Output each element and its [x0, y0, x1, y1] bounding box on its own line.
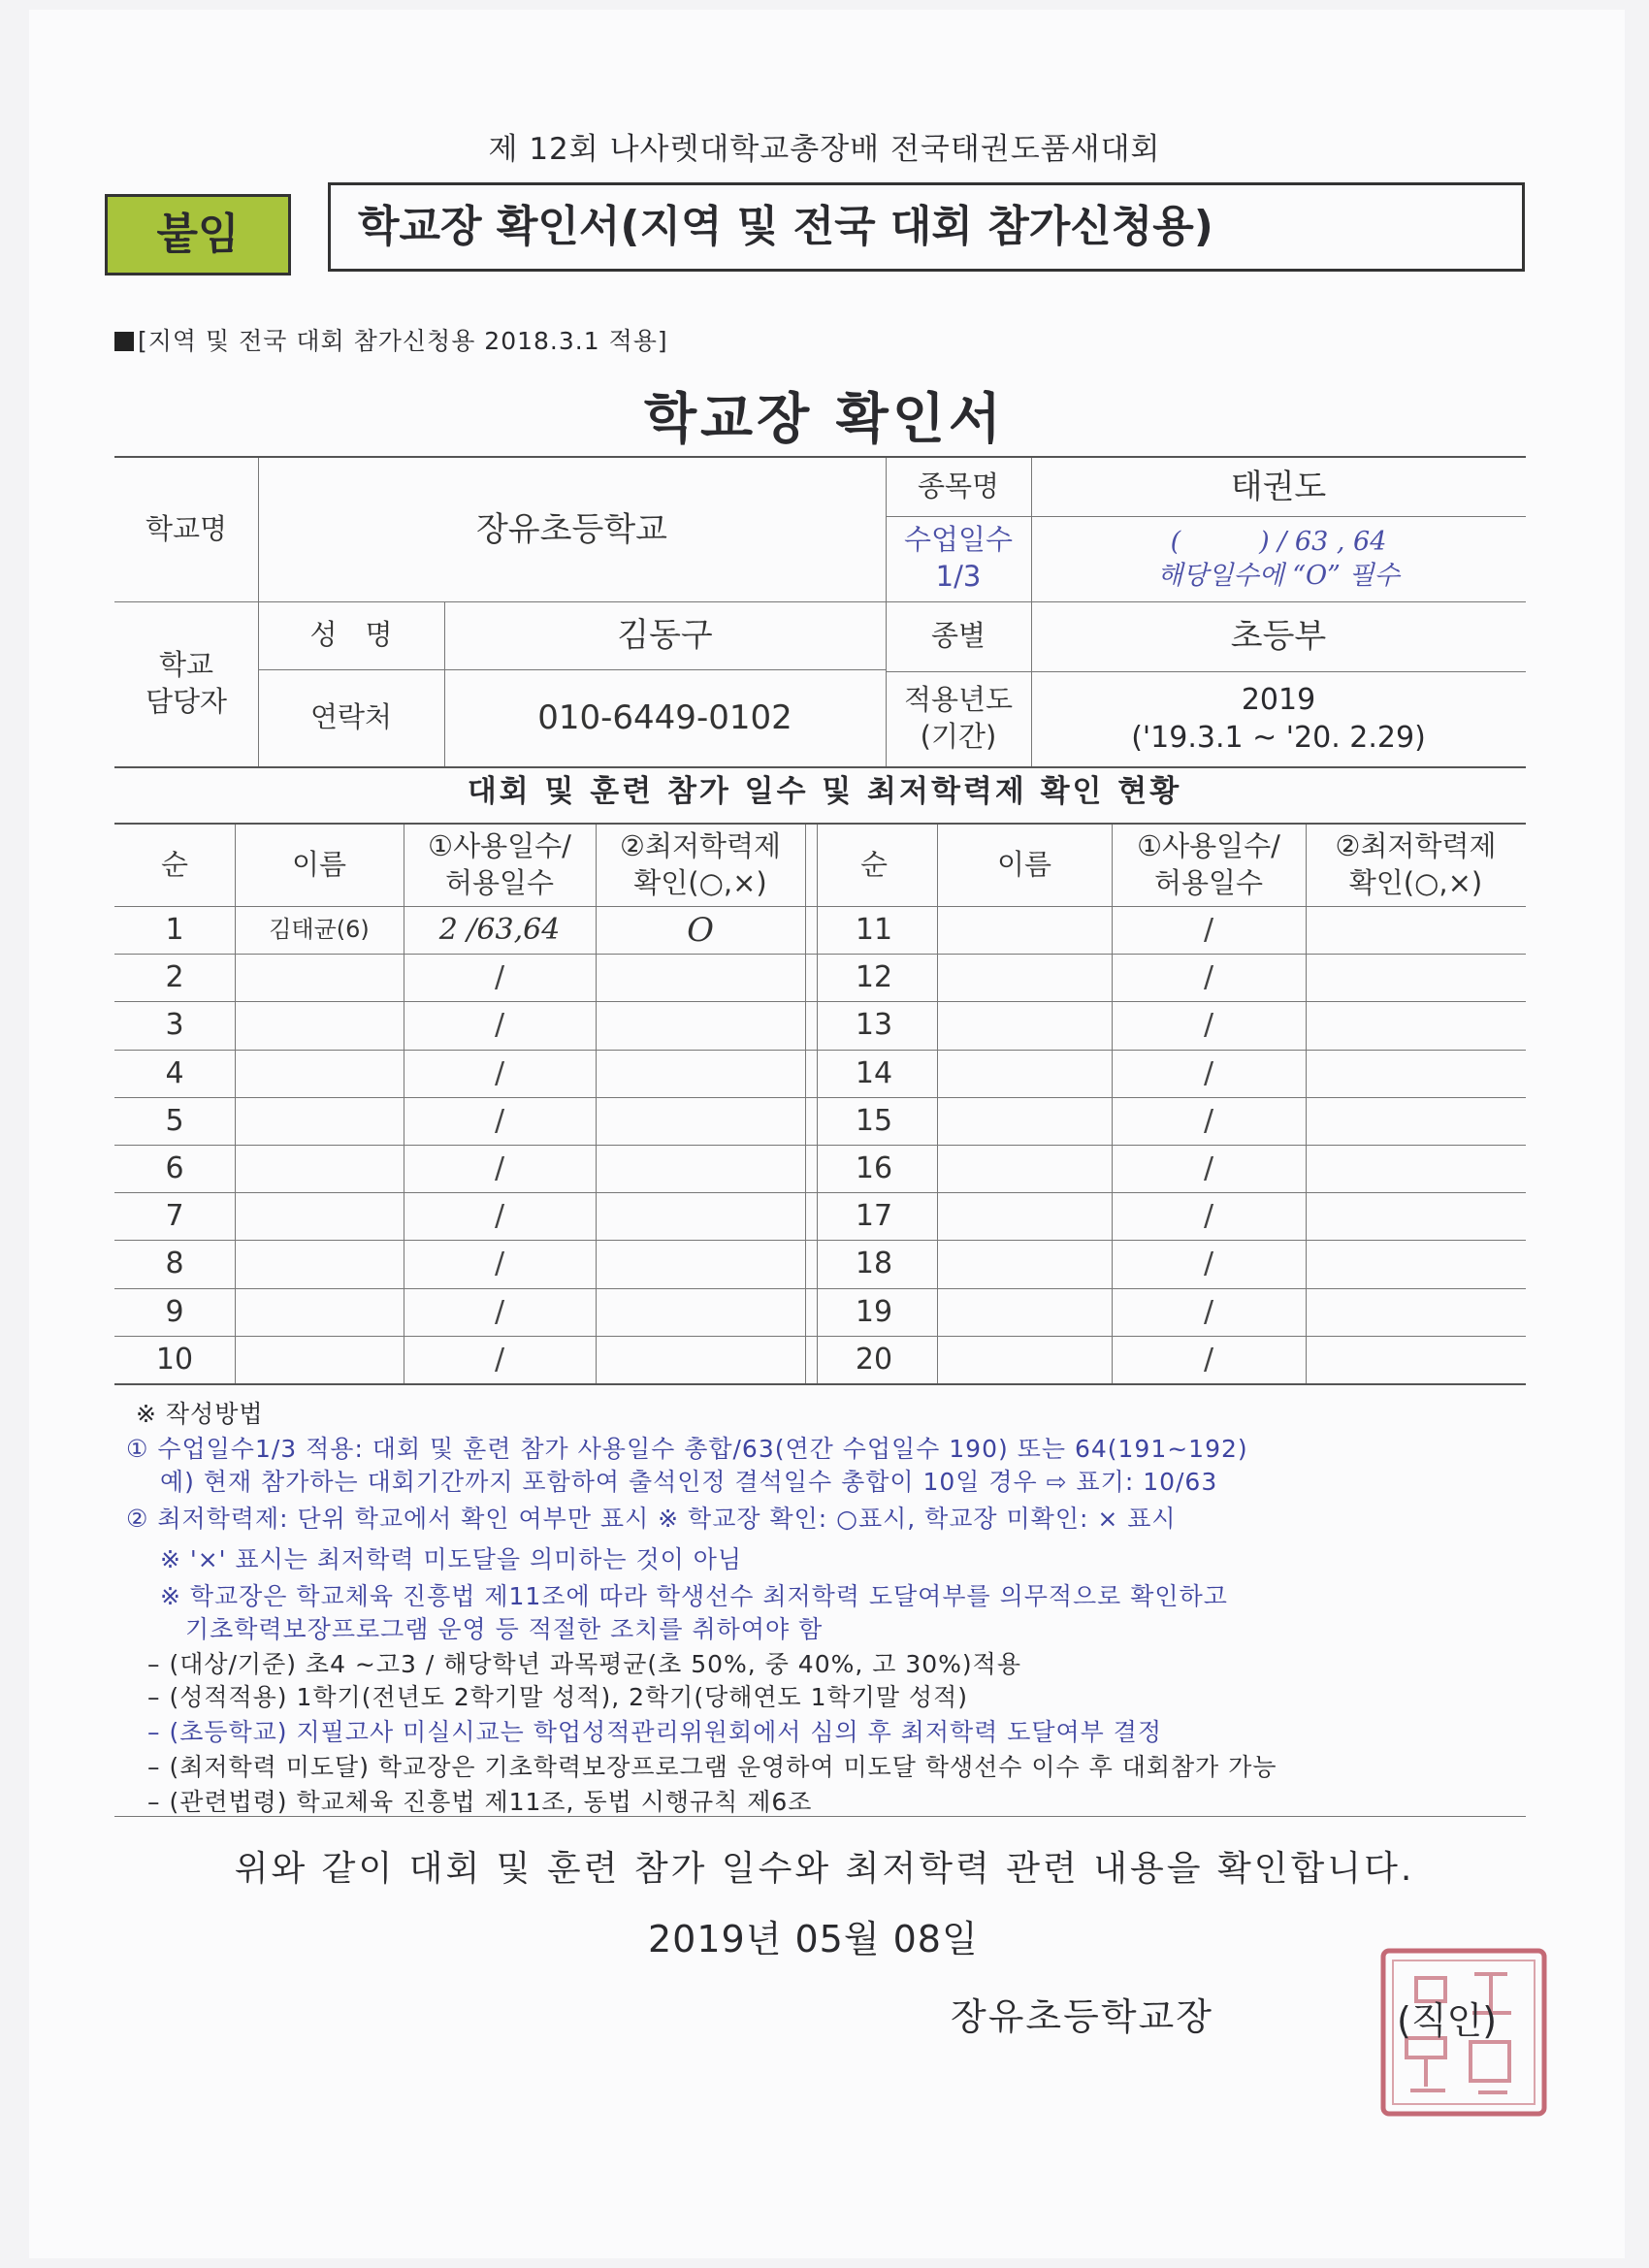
staff-label-line2: 담당자 [145, 685, 228, 718]
row-number: 19 [855, 1294, 893, 1329]
division-label: 종별 [930, 619, 986, 653]
header-min-line1: ②최저학력제 [1335, 829, 1497, 863]
row-name [937, 1145, 1112, 1192]
signature-date: 2019년 05월 08일 [648, 1918, 979, 1960]
instruction-line: – (최저학력 미도달) 학교장은 기초학력보장프로그램 운영하여 미도달 학생선수 이수 후 대회참가 가능 [147, 1753, 1277, 1781]
row-min-check [596, 1050, 805, 1097]
square-bullet-icon [114, 332, 134, 351]
row-days-slash: / [494, 1008, 505, 1043]
row-number: 8 [165, 1247, 184, 1281]
school-days-label [886, 516, 1031, 601]
row-number: 18 [855, 1247, 893, 1281]
year-label-line2: (기간) [920, 720, 997, 753]
row-name [235, 1050, 404, 1097]
row-name [235, 1097, 404, 1145]
row-number: 16 [855, 1151, 893, 1186]
row-name [235, 1192, 404, 1240]
row-number: 2 [165, 960, 184, 995]
header-no-right: 순 [859, 848, 888, 882]
row-number: 5 [165, 1103, 184, 1138]
attachment-badge: 붙임 [105, 194, 291, 275]
row-name [235, 1145, 404, 1192]
row-name [937, 1240, 1112, 1287]
division-value: 초등부 [1230, 616, 1327, 656]
row-name [937, 1192, 1112, 1240]
header-no-left: 순 [160, 848, 188, 882]
row-number: 7 [165, 1199, 184, 1234]
school-days-note: 해당일수에 “O” 필수 [1157, 561, 1400, 591]
row-name [235, 1288, 404, 1336]
row-min-check [1306, 1097, 1526, 1145]
seal-label: (직인) [1397, 1999, 1498, 2042]
divider [114, 1816, 1526, 1817]
row-min-check [1306, 1145, 1526, 1192]
row-days-slash: / [1203, 913, 1214, 948]
row-min-check [1306, 1192, 1526, 1240]
row-days-slash: / [494, 960, 505, 995]
section-title: 대회 및 훈련 참가 일수 및 최저학력제 확인 현황 [467, 774, 1182, 809]
school-days-value: ( ) / 63 , 64 [1170, 526, 1387, 557]
year: 2019 [1241, 683, 1316, 717]
staff-name: 김동구 [617, 615, 713, 655]
year-label [886, 671, 1031, 766]
instructions-heading: ※ 작성방법 [136, 1400, 264, 1428]
row-name [937, 1097, 1112, 1145]
row-min-check [596, 1240, 805, 1287]
contact-value: 010-6449-0102 [537, 697, 792, 737]
school-days-label-line1: 수업일수 [903, 523, 1014, 557]
row-name [937, 1336, 1112, 1383]
participant-table [114, 823, 1526, 1385]
row-number: 1 [165, 913, 184, 948]
staff-label [114, 601, 258, 766]
school-days-field [1031, 516, 1526, 601]
row-number: 14 [855, 1055, 893, 1090]
school-name-label: 학교명 [145, 512, 228, 546]
header-min-line1: ②최저학력제 [619, 829, 782, 863]
row-min-check: O [687, 910, 714, 950]
school-days-label-line2: 1/3 [935, 560, 982, 593]
instruction-line: ② 최저학력제: 단위 학교에서 확인 여부만 표시 ※ 학교장 확인: ○표시, 학교장 미확인: × 표시 [126, 1505, 1177, 1533]
instruction-line: 예) 현재 참가하는 대회기간까지 포함하여 출석인정 결석일수 총합이 10일 경우 ⇨ 표기: 10/63 [126, 1468, 1218, 1496]
row-number: 20 [855, 1342, 893, 1377]
row-min-check [596, 1001, 805, 1049]
header-name-right: 이름 [996, 848, 1052, 882]
info-table [114, 456, 1526, 768]
row-days-slash: / [1203, 1342, 1214, 1377]
year-value [1031, 671, 1526, 766]
row-number: 17 [855, 1199, 893, 1234]
contact-label: 연락처 [309, 700, 393, 734]
row-number: 6 [165, 1151, 184, 1186]
row-name [937, 1050, 1112, 1097]
row-days-slash: / [494, 1294, 505, 1329]
row-min-check [596, 1288, 805, 1336]
row-name [235, 1336, 404, 1383]
row-days-slash: / [1203, 1103, 1214, 1138]
instruction-line: – (대상/기준) 초4 ~고3 / 해당학년 과목평균(초 50%, 중 40%, 고 30%)적용 [147, 1650, 1021, 1678]
row-name [937, 1001, 1112, 1049]
row-number: 4 [165, 1055, 184, 1090]
apply-note-text: [지역 및 전국 대회 참가신청용 2018.3.1 적용] [138, 327, 668, 355]
header-min-right [1306, 825, 1526, 906]
instruction-line: ① 수업일수1/3 적용: 대회 및 훈련 참가 사용일수 총합/63(연간 수업일수 190) 또는 64(191~192) [126, 1435, 1248, 1463]
row-name [235, 954, 404, 1001]
sport-value: 태권도 [1230, 467, 1327, 506]
row-number: 12 [855, 960, 893, 995]
row-days-slash: / [1203, 1055, 1214, 1090]
row-min-check [1306, 1336, 1526, 1383]
header-days-right [1112, 825, 1306, 906]
row-name [235, 1240, 404, 1287]
row-number: 13 [855, 1008, 893, 1043]
row-number: 10 [155, 1342, 194, 1377]
year-label-line1: 적용년도 [903, 683, 1014, 717]
row-days-slash: / [1203, 1199, 1214, 1234]
staff-label-line1: 학교 [158, 648, 214, 682]
row-min-check [1306, 1288, 1526, 1336]
row-number: 9 [165, 1294, 184, 1329]
row-min-check [596, 1097, 805, 1145]
sport-label: 종목명 [917, 470, 1000, 503]
instruction-line: – (초등학교) 지필고사 미실시교는 학업성적관리위원회에서 심의 후 최저학력 도달여부 결정 [147, 1718, 1163, 1746]
row-min-check [1306, 1001, 1526, 1049]
row-number: 15 [855, 1103, 893, 1138]
row-days-slash: / [494, 1199, 505, 1234]
row-min-check [1306, 1050, 1526, 1097]
row-min-check [596, 1145, 805, 1192]
instruction-line: ※ '×' 표시는 최저학력 미도달을 의미하는 것이 아님 [126, 1545, 743, 1573]
name-label: 성 명 [309, 618, 393, 652]
row-days-slash: / [494, 1151, 505, 1186]
row-number: 11 [855, 913, 893, 948]
header-days-line1: ①사용일수/ [428, 829, 571, 863]
row-days-slash: / [494, 1055, 505, 1090]
row-days-slash: / [494, 1342, 505, 1377]
row-min-check [596, 1192, 805, 1240]
grid-line [805, 825, 806, 1383]
header-days-line1: ①사용일수/ [1137, 829, 1280, 863]
row-days-slash: / [1203, 960, 1214, 995]
row-min-check [596, 954, 805, 1001]
header-name-left: 이름 [291, 848, 347, 882]
period: ('19.3.1 ~ '20. 2.29) [1131, 721, 1426, 755]
row-days: 2 /63,64 [438, 913, 561, 948]
row-days-slash: / [1203, 1247, 1214, 1281]
header-min-line2: 확인(○,×) [633, 866, 767, 899]
header-min-line2: 확인(○,×) [1348, 866, 1483, 899]
instruction-line: – (성적적용) 1학기(전년도 2학기말 성적), 2학기(당해연도 1학기말 성적) [147, 1683, 968, 1711]
row-name [937, 954, 1112, 1001]
header-min-left [596, 825, 805, 906]
row-days-slash: / [494, 1103, 505, 1138]
row-days-slash: / [1203, 1151, 1214, 1186]
row-name [235, 1001, 404, 1049]
apply-note [114, 322, 668, 357]
instruction-line: – (관련법령) 학교체육 진흥법 제11조, 동법 시행규칙 제6조 [147, 1788, 813, 1816]
row-min-check [1306, 954, 1526, 1001]
row-name [937, 906, 1112, 954]
header-days-left [404, 825, 596, 906]
row-days-slash: / [1203, 1008, 1214, 1043]
row-days-slash: / [494, 1247, 505, 1281]
confirmation-text: 위와 같이 대회 및 훈련 참가 일수와 최저학력 관련 내용을 확인합니다. [234, 1849, 1415, 1889]
principal-title: 장유초등학교장 [951, 1995, 1213, 2038]
attachment-title: 학교장 확인서(지역 및 전국 대회 참가신청용) [328, 182, 1525, 272]
instruction-line: 기초학력보장프로그램 운영 등 적절한 조치를 취하여야 함 [126, 1615, 824, 1643]
row-name: 김태균(6) [269, 916, 370, 943]
school-name: 장유초등학교 [475, 509, 668, 549]
row-min-check [1306, 906, 1526, 954]
event-title: 제 12회 나사렛대학교총장배 전국태권도품새대회 [488, 132, 1161, 167]
instruction-line: ※ 학교장은 학교체육 진흥법 제11조에 따라 학생선수 최저학력 도달여부를 의무적으로 확인하고 [126, 1582, 1228, 1610]
row-name [937, 1288, 1112, 1336]
header-days-line2: 허용일수 [444, 866, 555, 899]
row-number: 3 [165, 1008, 184, 1043]
row-days-slash: / [1203, 1294, 1214, 1329]
row-min-check [1306, 1240, 1526, 1287]
document-title: 학교장 확인서 [643, 388, 1006, 451]
row-min-check [596, 1336, 805, 1383]
header-days-line2: 허용일수 [1153, 866, 1264, 899]
